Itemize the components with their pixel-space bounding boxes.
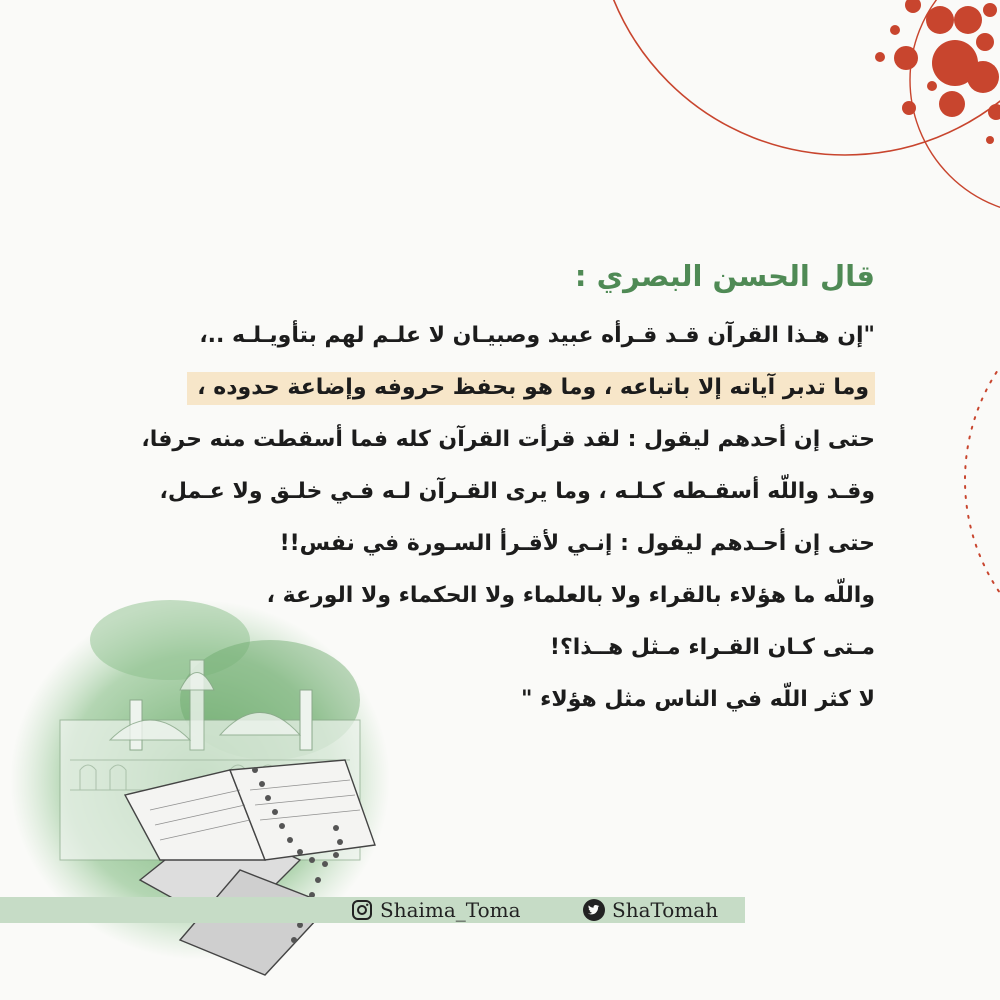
quote-line-3: حتى إن أحدهم ليقول : لقد قرأت القرآن كله فما أسقطت منه حرفا، (141, 427, 875, 452)
quote-line-1: "إن هـذا القرآن قـد قـرأه عبيد وصبيـان لا علـم لهم بتأويـلـه ..، (199, 323, 875, 348)
twitter-icon (582, 898, 606, 922)
instagram-handle[interactable] (350, 894, 521, 926)
quote-line-6: واللّه ما هؤلاء بالقراء ولا بالعلماء ولا الحكماء ولا الورعة ، (266, 583, 875, 608)
instagram-icon (350, 898, 374, 922)
quote-line-5: حتى إن أحـدهم ليقول : إنـي لأقـرأ السـورة في نفس!! (279, 531, 875, 556)
quote-line-7: مـتى كـان القـراء مـثل هــذا؟! (549, 635, 875, 660)
quote-heading: قال الحسن البصري : (574, 259, 875, 293)
twitter-handle-text: ShaTomah (612, 898, 719, 922)
quote-block (115, 250, 875, 726)
highlighted-text: وما تدبر آياته إلا باتباعه ، وما هو بحفظ حروفه وإضاعة حدوده ، (187, 372, 875, 405)
twitter-handle[interactable] (582, 894, 718, 926)
quote-line-4: وقـد واللّه أسقـطه كـلـه ، وما يرى القـرآن لـه فـي خلـق ولا عـمل، (159, 479, 875, 504)
quote-line-2-highlighted (115, 362, 875, 414)
instagram-handle-text: Shaima_Toma (380, 898, 521, 922)
quote-line-8: لا كثر اللّه في الناس مثل هؤلاء " (520, 687, 875, 712)
